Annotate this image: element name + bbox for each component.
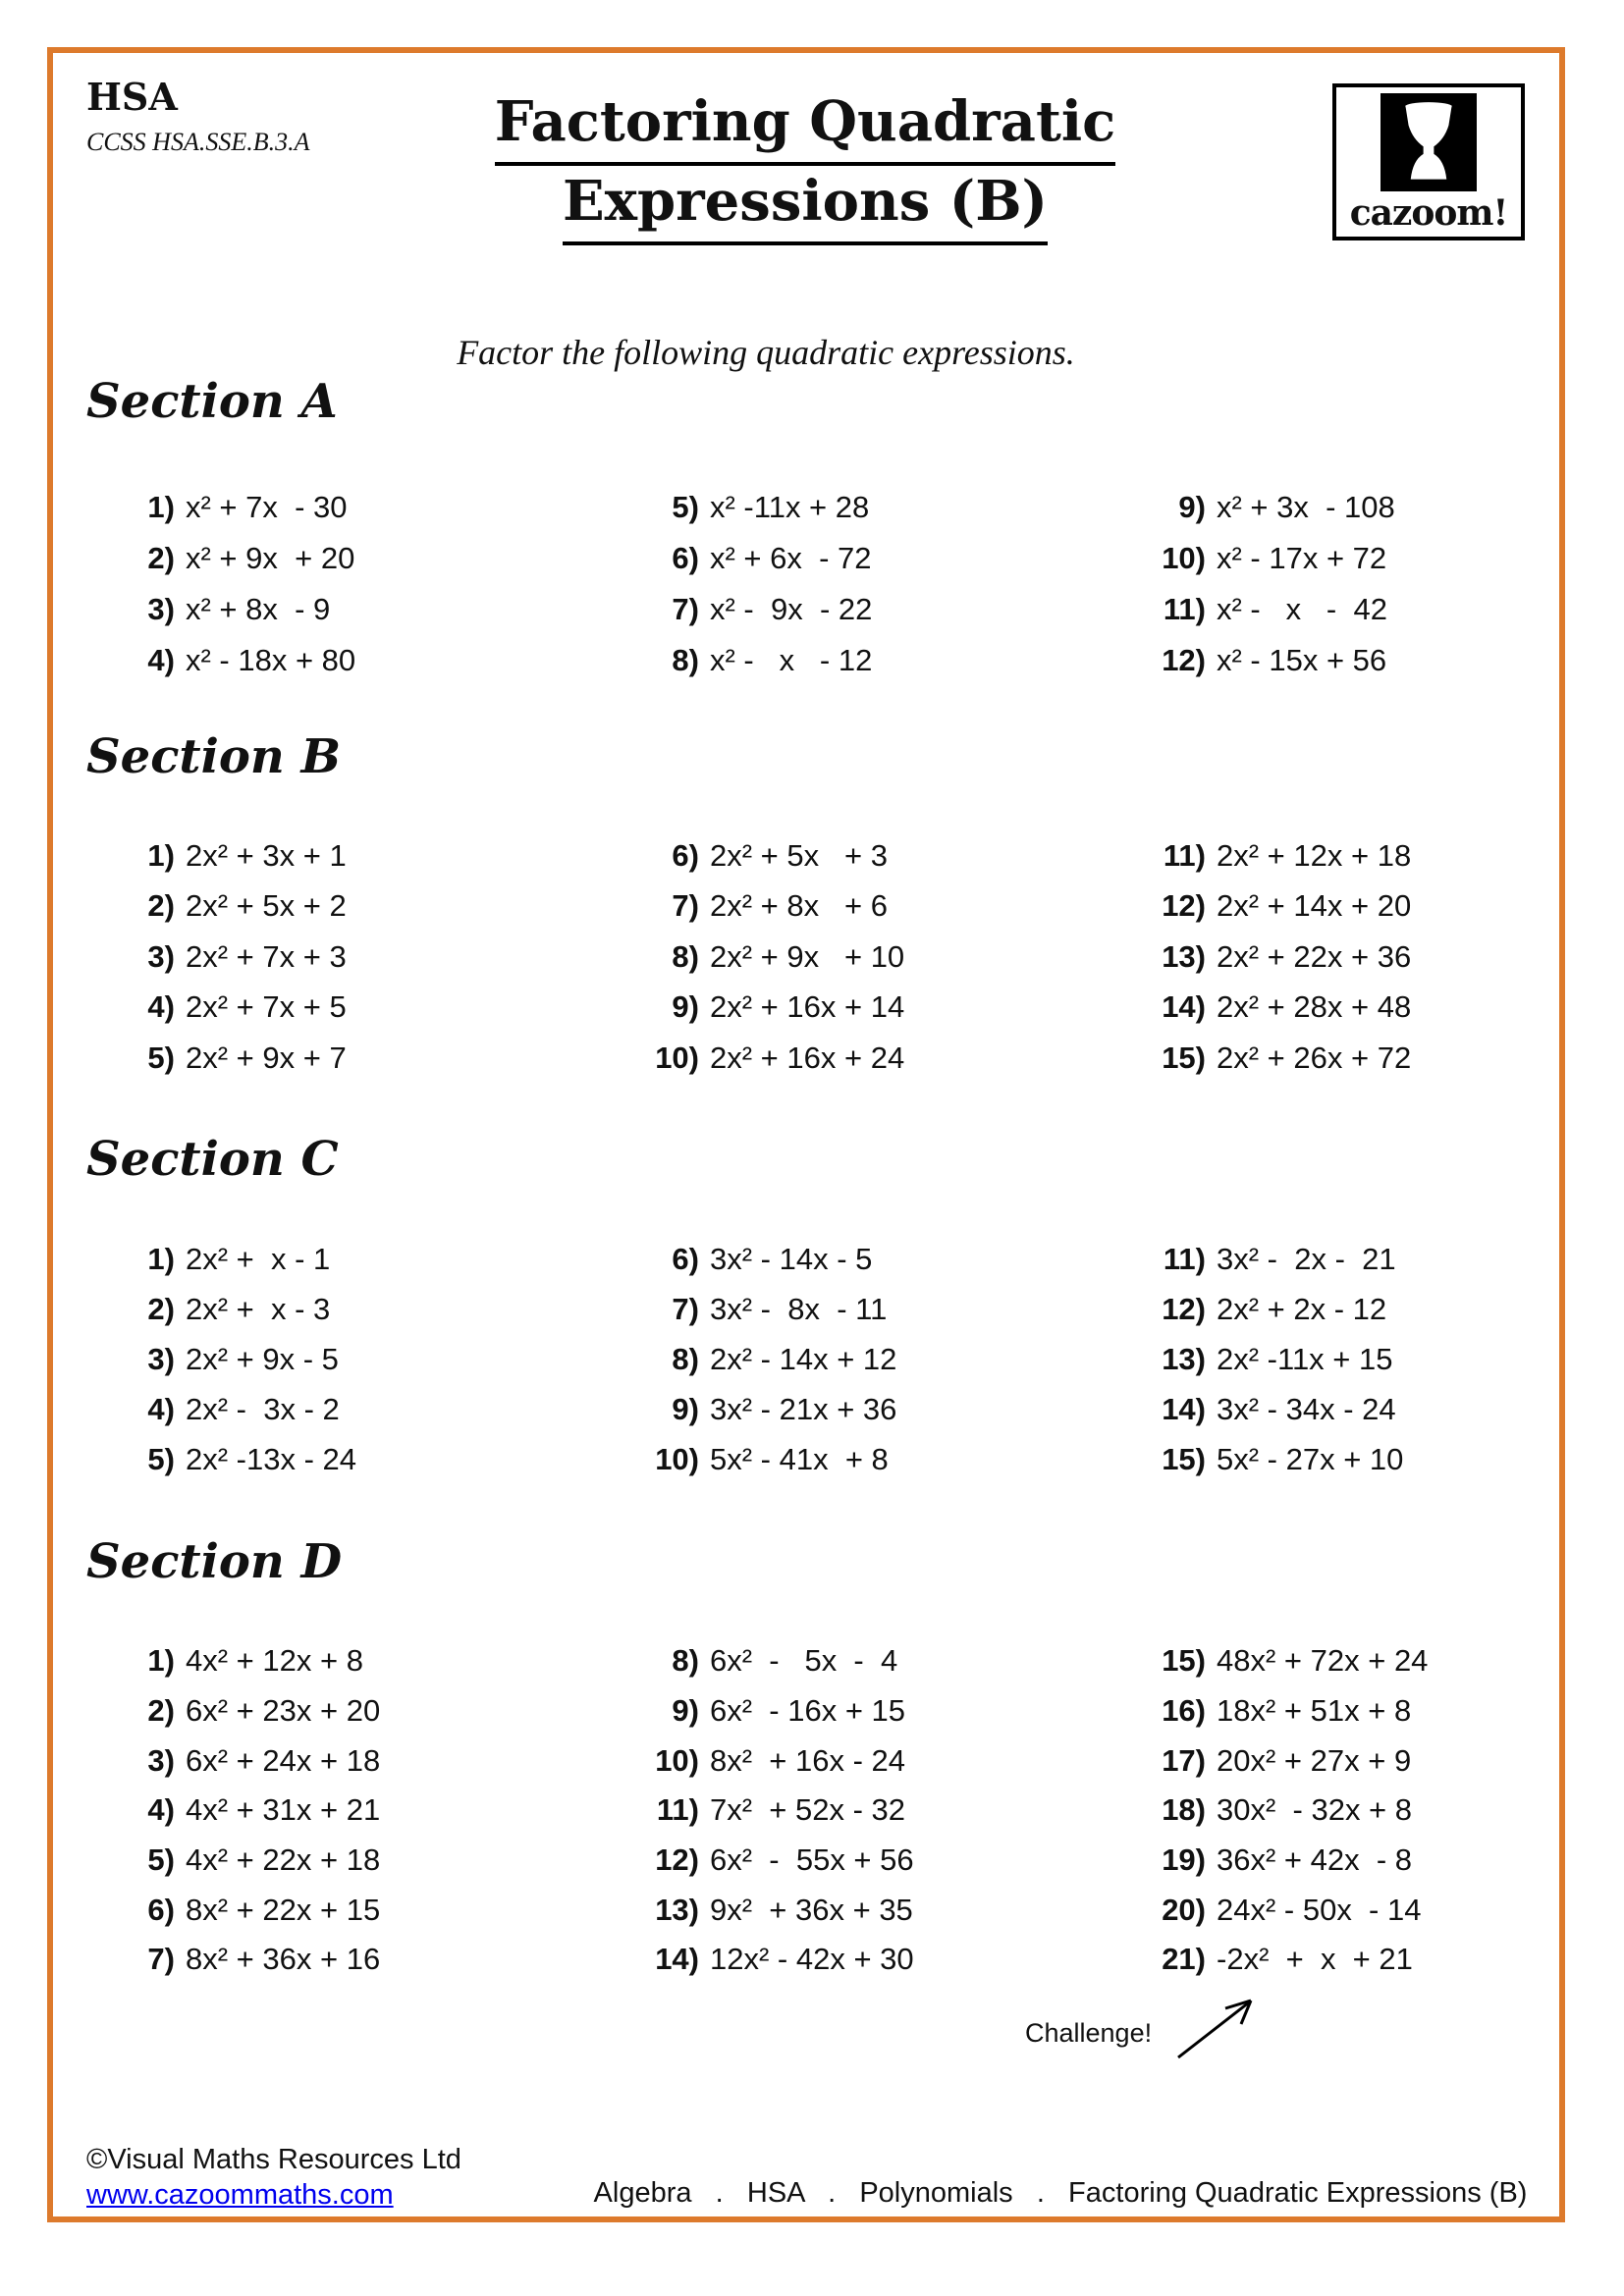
problem-item <box>640 482 872 533</box>
problem-expression: 2x² + x - 3 <box>186 1291 331 1326</box>
problem-item <box>116 1686 380 1736</box>
problem-number: 6) <box>672 541 699 575</box>
page-title-line1: Factoring Quadratic <box>495 86 1115 166</box>
problem-number: 11) <box>656 1792 699 1828</box>
problem-expression: x² + 7x - 30 <box>186 490 348 524</box>
problem-expression: 8x² + 16x - 24 <box>710 1742 906 1778</box>
problem-number: 19) <box>1162 1842 1206 1878</box>
problem-number: 2) <box>147 1291 175 1326</box>
problem-number: 7) <box>672 1291 699 1326</box>
logo-wordmark: cazoom! <box>1349 192 1508 234</box>
website-link[interactable]: www.cazoommaths.com <box>86 2179 394 2211</box>
problem-item <box>1147 1434 1403 1484</box>
problem-item <box>1147 881 1411 933</box>
problem-item <box>116 1284 356 1334</box>
problem-item <box>640 1234 896 1284</box>
problem-item <box>1147 932 1411 983</box>
problem-expression: x² - 18x + 80 <box>186 643 356 677</box>
djembe-drum-icon <box>1380 93 1477 191</box>
problem-item <box>1147 482 1395 533</box>
problem-expression: 2x² + 22x + 36 <box>1217 938 1412 974</box>
problem-number: 7) <box>672 888 699 924</box>
problem-item <box>1147 1836 1428 1886</box>
problem-expression: x² - x - 42 <box>1217 592 1387 626</box>
challenge-arrow-icon <box>1174 1989 1265 2063</box>
problem-expression: 5x² - 41x + 8 <box>710 1441 889 1476</box>
problem-expression: 12x² - 42x + 30 <box>710 1942 914 1977</box>
problem-expression: 3x² - 2x - 21 <box>1217 1241 1396 1276</box>
problem-item <box>1147 1686 1428 1736</box>
problem-item <box>116 584 355 635</box>
problem-number: 6) <box>147 1892 175 1927</box>
problem-item <box>640 881 904 933</box>
problem-number: 1) <box>147 1241 175 1276</box>
problem-item <box>116 482 355 533</box>
problem-item <box>1147 1384 1403 1434</box>
problem-item <box>640 1735 914 1786</box>
problem-expression: x² -11x + 28 <box>710 490 870 524</box>
problem-number: 8) <box>672 643 699 677</box>
problem-number: 5) <box>672 490 699 524</box>
problem-column <box>116 1234 356 1484</box>
problem-expression: 20x² + 27x + 9 <box>1217 1742 1412 1778</box>
problem-expression: x² - 15x + 56 <box>1217 643 1387 677</box>
problem-expression: 2x² + 12x + 18 <box>1217 837 1412 873</box>
problem-column <box>640 482 872 686</box>
problem-item <box>116 1935 380 1985</box>
problem-number: 12) <box>1162 888 1206 924</box>
problem-expression: 3x² - 21x + 36 <box>710 1391 897 1426</box>
problem-expression: 2x² + 16x + 24 <box>710 1040 905 1075</box>
problem-item <box>1147 1935 1428 1985</box>
problem-number: 18) <box>1162 1792 1206 1828</box>
problem-item <box>116 1636 380 1686</box>
problem-item <box>640 1384 896 1434</box>
problem-item <box>116 932 347 983</box>
problem-item <box>116 1033 347 1084</box>
problem-number: 11) <box>1163 837 1206 873</box>
problem-item <box>640 1686 914 1736</box>
problem-item <box>640 1786 914 1836</box>
problem-expression: 2x² + 3x + 1 <box>186 837 347 873</box>
problem-number: 6) <box>672 1241 699 1276</box>
problem-expression: 8x² + 22x + 15 <box>186 1892 381 1927</box>
problem-item <box>640 635 872 686</box>
problem-column <box>1147 1636 1428 1985</box>
problem-item <box>640 932 904 983</box>
problem-expression: 30x² - 32x + 8 <box>1217 1792 1413 1828</box>
section-b-heading: Section B <box>86 729 342 784</box>
section-a-heading: Section A <box>86 374 338 429</box>
problem-column <box>640 1234 896 1484</box>
section-c-heading: Section C <box>86 1132 339 1187</box>
ccss-standard: CCSS HSA.SSE.B.3.A <box>86 128 310 156</box>
problem-column <box>640 1636 914 1985</box>
problem-number: 4) <box>147 989 175 1025</box>
problem-expression: 6x² - 5x - 4 <box>710 1643 898 1679</box>
problem-expression: x² + 3x - 108 <box>1217 490 1395 524</box>
problem-number: 4) <box>147 1391 175 1426</box>
problem-item <box>640 830 904 881</box>
problem-item <box>1147 1033 1411 1084</box>
problem-item <box>640 1885 914 1935</box>
problem-item <box>1147 1885 1428 1935</box>
problem-number: 9) <box>1178 490 1206 524</box>
problem-number: 5) <box>147 1842 175 1878</box>
problem-expression: 4x² + 22x + 18 <box>186 1842 381 1878</box>
problem-number: 10) <box>1162 541 1206 575</box>
instruction-text: Factor the following quadratic expressions. <box>457 333 1075 372</box>
page-title <box>295 86 1316 245</box>
problem-item <box>640 1334 896 1384</box>
problem-expression: 6x² - 16x + 15 <box>710 1693 906 1729</box>
problem-expression: 2x² + 7x + 5 <box>186 989 347 1025</box>
course-code: HSA <box>86 75 178 119</box>
problem-number: 9) <box>672 989 699 1025</box>
problem-number: 4) <box>147 643 175 677</box>
problem-number: 2) <box>147 888 175 924</box>
problem-expression: x² - 9x - 22 <box>710 592 873 626</box>
problem-expression: 4x² + 12x + 8 <box>186 1643 363 1679</box>
problem-item <box>1147 1636 1428 1686</box>
problem-expression: 3x² - 8x - 11 <box>710 1291 888 1326</box>
problem-expression: 2x² + 7x + 3 <box>186 938 347 974</box>
problem-number: 8) <box>672 1341 699 1376</box>
problem-item <box>1147 1334 1403 1384</box>
problem-expression: 6x² - 55x + 56 <box>710 1842 914 1878</box>
problem-item <box>1147 983 1411 1034</box>
problem-item <box>640 1935 914 1985</box>
problem-item <box>640 1836 914 1886</box>
problem-expression: 2x² + 5x + 2 <box>186 888 347 924</box>
problem-expression: x² - x - 12 <box>710 643 873 677</box>
problem-number: 3) <box>147 1742 175 1778</box>
problem-expression: 8x² + 36x + 16 <box>186 1942 381 1977</box>
problem-expression: x² - 17x + 72 <box>1217 541 1387 575</box>
problem-number: 10) <box>655 1441 699 1476</box>
section-d-heading: Section D <box>86 1534 343 1589</box>
problem-expression: 48x² + 72x + 24 <box>1217 1643 1429 1679</box>
problem-expression: 6x² + 24x + 18 <box>186 1742 381 1778</box>
problem-column <box>640 830 904 1084</box>
problem-expression: 2x² -13x - 24 <box>186 1441 357 1476</box>
problem-item <box>1147 584 1395 635</box>
problem-item <box>116 1786 380 1836</box>
problem-number: 9) <box>672 1693 699 1729</box>
problem-expression: 36x² + 42x - 8 <box>1217 1842 1413 1878</box>
problem-item <box>116 1234 356 1284</box>
problem-expression: 3x² - 14x - 5 <box>710 1241 873 1276</box>
problem-number: 13) <box>655 1892 699 1927</box>
problem-expression: 9x² + 36x + 35 <box>710 1892 913 1927</box>
problem-expression: 4x² + 31x + 21 <box>186 1792 381 1828</box>
problem-expression: 2x² + 14x + 20 <box>1217 888 1412 924</box>
problem-column <box>116 1636 380 1985</box>
problem-expression: 2x² - 14x + 12 <box>710 1341 897 1376</box>
problem-expression: 6x² + 23x + 20 <box>186 1693 381 1729</box>
problem-item <box>116 1434 356 1484</box>
problem-number: 3) <box>147 1341 175 1376</box>
breadcrumb: Algebra . HSA . Polynomials . Factoring Quadratic Expressions (B) <box>593 2177 1528 2209</box>
cazoom-logo <box>1332 83 1525 240</box>
problem-item <box>116 1735 380 1786</box>
problem-number: 5) <box>147 1441 175 1476</box>
problem-expression: 18x² + 51x + 8 <box>1217 1693 1412 1729</box>
problem-number: 1) <box>147 837 175 873</box>
problem-item <box>1147 533 1395 584</box>
problem-item <box>116 533 355 584</box>
problem-number: 13) <box>1162 1341 1206 1376</box>
page-title-line2: Expressions (B) <box>563 166 1048 245</box>
problem-number: 17) <box>1162 1742 1206 1778</box>
problem-expression: 2x² + 9x + 10 <box>710 938 905 974</box>
problem-number: 11) <box>1163 1241 1206 1276</box>
problem-number: 10) <box>655 1040 699 1075</box>
problem-number: 20) <box>1162 1892 1206 1927</box>
problem-expression: x² + 9x + 20 <box>186 541 355 575</box>
problem-number: 10) <box>655 1742 699 1778</box>
problem-item <box>1147 830 1411 881</box>
problem-number: 15) <box>1162 1643 1206 1679</box>
problem-expression: x² + 6x - 72 <box>710 541 872 575</box>
problem-item <box>1147 635 1395 686</box>
problem-item <box>1147 1284 1403 1334</box>
problem-item <box>116 1836 380 1886</box>
problem-item <box>640 1434 896 1484</box>
problem-expression: x² + 8x - 9 <box>186 592 331 626</box>
problem-number: 14) <box>655 1942 699 1977</box>
problem-item <box>116 881 347 933</box>
problem-expression: 7x² + 52x - 32 <box>710 1792 906 1828</box>
problem-number: 6) <box>672 837 699 873</box>
problem-number: 21) <box>1162 1942 1206 1977</box>
problem-number: 12) <box>1162 1291 1206 1326</box>
problem-expression: 2x² + 8x + 6 <box>710 888 888 924</box>
problem-item <box>116 1885 380 1935</box>
problem-expression: 2x² + 28x + 48 <box>1217 989 1412 1025</box>
problem-expression: 24x² - 50x - 14 <box>1217 1892 1422 1927</box>
copyright-text: ©Visual Maths Resources Ltd <box>86 2144 461 2175</box>
problem-number: 8) <box>672 938 699 974</box>
problem-number: 4) <box>147 1792 175 1828</box>
problem-item <box>640 1636 914 1686</box>
problem-item <box>640 983 904 1034</box>
problem-number: 8) <box>672 1643 699 1679</box>
problem-number: 1) <box>147 490 175 524</box>
problem-column <box>1147 1234 1403 1484</box>
problem-expression: 5x² - 27x + 10 <box>1217 1441 1404 1476</box>
problem-number: 13) <box>1162 938 1206 974</box>
problem-expression: 2x² - 3x - 2 <box>186 1391 340 1426</box>
problem-item <box>1147 1735 1428 1786</box>
problem-number: 2) <box>147 541 175 575</box>
problem-column <box>116 830 347 1084</box>
problem-number: 5) <box>147 1040 175 1075</box>
problem-expression: 3x² - 34x - 24 <box>1217 1391 1396 1426</box>
problem-item <box>116 1384 356 1434</box>
problem-item <box>640 533 872 584</box>
problem-expression: 2x² + 9x + 7 <box>186 1040 347 1075</box>
problem-number: 11) <box>1163 592 1206 626</box>
problem-item <box>116 1334 356 1384</box>
problem-item <box>640 1033 904 1084</box>
problem-number: 2) <box>147 1693 175 1729</box>
problem-number: 3) <box>147 592 175 626</box>
challenge-label: Challenge! <box>1025 2018 1153 2048</box>
problem-item <box>640 584 872 635</box>
problem-column <box>1147 482 1395 686</box>
problem-item <box>1147 1234 1403 1284</box>
problem-number: 7) <box>147 1942 175 1977</box>
problem-number: 14) <box>1162 1391 1206 1426</box>
problem-item <box>116 983 347 1034</box>
problem-number: 9) <box>672 1391 699 1426</box>
problem-expression: 2x² + 9x - 5 <box>186 1341 339 1376</box>
problem-item <box>1147 1786 1428 1836</box>
problem-number: 12) <box>655 1842 699 1878</box>
problem-number: 1) <box>147 1643 175 1679</box>
problem-number: 14) <box>1162 989 1206 1025</box>
problem-expression: 2x² + x - 1 <box>186 1241 331 1276</box>
problem-number: 3) <box>147 938 175 974</box>
problem-number: 15) <box>1162 1441 1206 1476</box>
problem-number: 15) <box>1162 1040 1206 1075</box>
problem-expression: -2x² + x + 21 <box>1217 1942 1413 1977</box>
problem-number: 16) <box>1162 1693 1206 1729</box>
problem-column <box>116 482 355 686</box>
problem-number: 12) <box>1162 643 1206 677</box>
problem-expression: 2x² + 2x - 12 <box>1217 1291 1387 1326</box>
problem-expression: 2x² + 16x + 14 <box>710 989 905 1025</box>
problem-expression: 2x² + 26x + 72 <box>1217 1040 1412 1075</box>
problem-number: 7) <box>672 592 699 626</box>
problem-item <box>640 1284 896 1334</box>
problem-item <box>116 635 355 686</box>
problem-column <box>1147 830 1411 1084</box>
problem-expression: 2x² -11x + 15 <box>1217 1341 1393 1376</box>
problem-item <box>116 830 347 881</box>
problem-expression: 2x² + 5x + 3 <box>710 837 888 873</box>
